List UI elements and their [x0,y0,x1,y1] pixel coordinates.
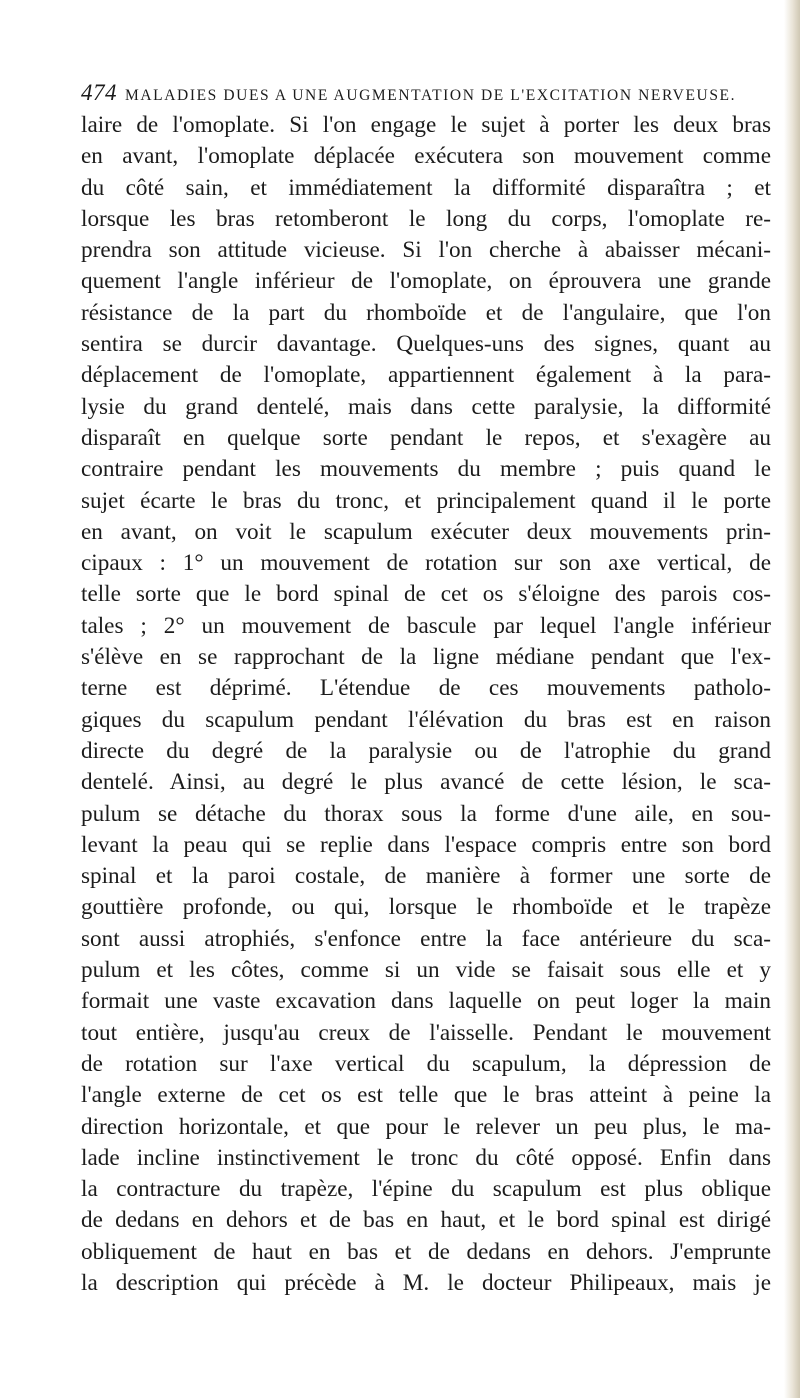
text-line: disparaît en quelque sorte pendant le repos, et s'exagère au [81,424,771,451]
text-line: de dedans en dehors et de bas en haut, et le bord spinal est dirigé [81,1207,771,1234]
body-text [81,110,771,1299]
text-line: en avant, l'omoplate déplacée exécutera son mouvement comme [81,143,771,170]
text-line: direction horizontale, et que pour le relever un peu plus, le ma- [81,1113,771,1140]
text-line: déplacement de l'omoplate, appartiennent également à la para- [81,362,771,389]
text-line: pulum se détache du thorax sous la forme d'une aile, en sou- [81,800,771,827]
text-line: telle sorte que le bord spinal de cet os s'éloigne des parois cos- [81,581,771,608]
text-line: lorsque les bras retomberont le long du corps, l'omoplate re- [81,205,771,232]
text-line: sont aussi atrophiés, s'enfonce entre la face antérieure du sca- [81,925,771,952]
text-line: lade incline instinctivement le tronc du côté opposé. Enfin dans [81,1144,771,1171]
text-line: s'élève en se rapprochant de la ligne médiane pendant que l'ex- [81,644,771,671]
text-line: obliquement de haut en bas et de dedans en dehors. J'emprunte [81,1238,771,1265]
text-line: spinal et la paroi costale, de manière à former une sorte de [81,863,771,890]
text-line: terne est déprimé. L'étendue de ces mouvements patholo- [81,675,771,702]
text-line: quement l'angle inférieur de l'omoplate, on éprouvera une grande [81,268,771,295]
running-head: MALADIES DUES A UNE AUGMENTATION DE L'EXCITATION NERVEUSE. [125,87,737,104]
text-line: directe du degré de la paralysie ou de l'atrophie du grand [81,737,771,764]
text-line: prendra son attitude vicieuse. Si l'on cherche à abaisser mécani- [81,237,771,264]
text-line: dentelé. Ainsi, au degré le plus avancé de cette lésion, le sca- [81,769,771,796]
text-line: du côté sain, et immédiatement la difformité disparaîtra ; et [81,174,771,201]
text-line: cipaux : 1° un mouvement de rotation sur son axe vertical, de [81,550,771,577]
page-edge-shadow [784,0,800,1398]
text-line: giques du scapulum pendant l'élévation du bras est en raison [81,706,771,733]
text-line: l'angle externe de cet os est telle que le bras atteint à peine la [81,1082,771,1109]
text-line: la description qui précède à M. le docteur Philipeaux, mais je [81,1269,771,1296]
text-line: lysie du grand dentelé, mais dans cette paralysie, la difformité [81,393,771,420]
text-line: laire de l'omoplate. Si l'on engage le sujet à porter les deux bras [81,112,771,138]
text-line: en avant, on voit le scapulum exécuter deux mouvements prin- [81,518,771,545]
text-line: sujet écarte le bras du tronc, et principalement quand il le porte [81,487,771,514]
text-line: de rotation sur l'axe vertical du scapulum, la dépression de [81,1050,771,1077]
text-line: résistance de la part du rhomboïde et de l'angulaire, que l'on [81,299,771,326]
text-line: pulum et les côtes, comme si un vide se faisait sous elle et y [81,957,771,984]
page-number: 474 [81,80,117,105]
page-header [81,80,771,108]
text-line: formait une vaste excavation dans laquelle on peut loger la main [81,988,771,1015]
text-line: gouttière profonde, ou qui, lorsque le rhomboïde et le trapèze [81,894,771,921]
text-line: tales ; 2° un mouvement de bascule par lequel l'angle inférieur [81,612,771,639]
text-line: sentira se durcir davantage. Quelques-uns des signes, quant au [81,331,771,358]
text-line: tout entière, jusqu'au creux de l'aisselle. Pendant le mouvement [81,1019,771,1046]
text-line: la contracture du trapèze, l'épine du scapulum est plus oblique [81,1176,771,1203]
text-line: levant la peau qui se replie dans l'espace compris entre son bord [81,831,771,858]
text-line: contraire pendant les mouvements du membre ; puis quand le [81,456,771,483]
